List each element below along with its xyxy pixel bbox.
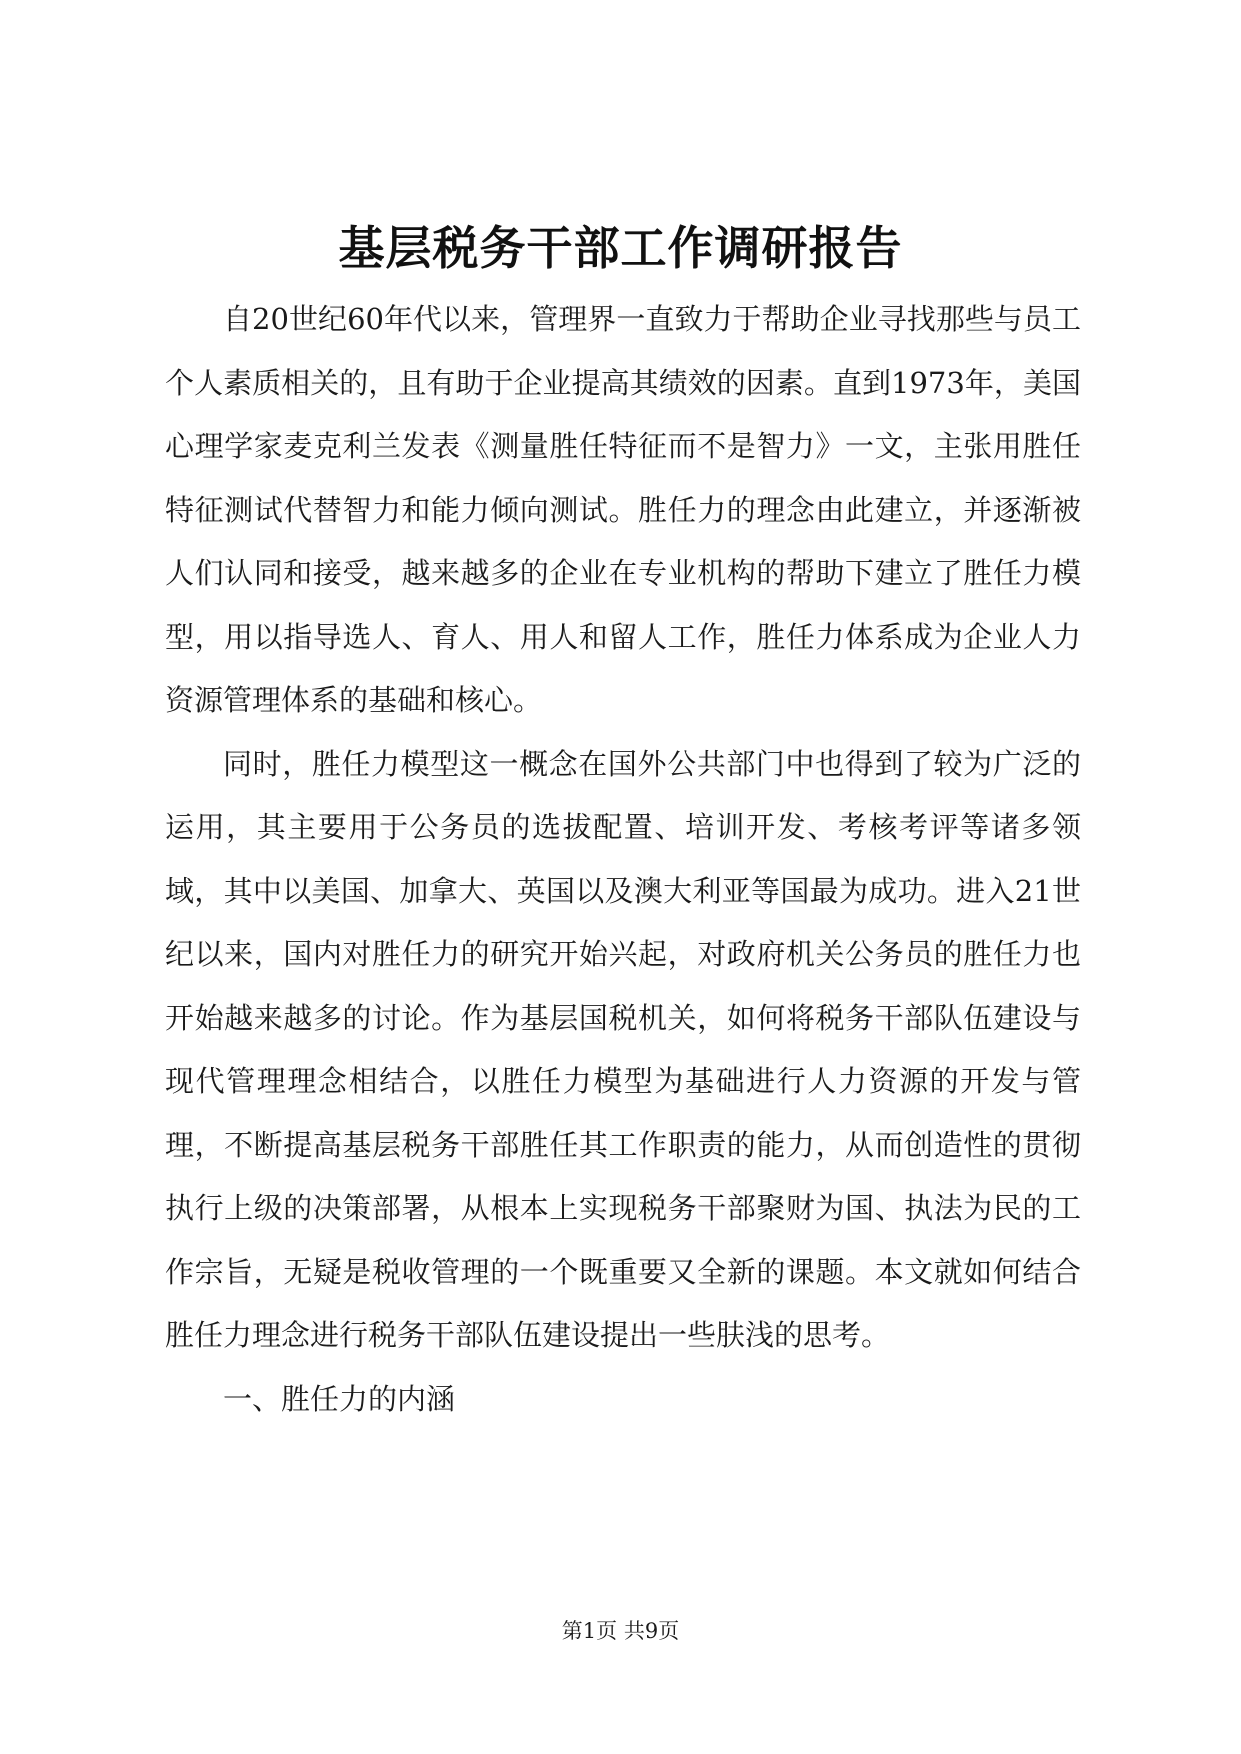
document-title: 基层税务干部工作调研报告: [338, 221, 903, 275]
page-footer: 第1页 共9页: [561, 1619, 680, 1643]
document-body: [165, 288, 1081, 1431]
body-paragraph-1: 自20世纪60年代以来，管理界一直致力于帮助企业寻找那些与员工个人素质相关的，且有助于企业提高其绩效的因素。直到1973年，美国心理学家麦克利兰发表《测量胜任特征而不是智力》一文，主张用胜任特征测试代替智力和能力倾向测试。胜任力的理念由此建立，并逐渐被人们认同和接受，越来越多的企业在专业机构的帮助下建立了胜任力模型，用以指导选人、育人、用人和留人工作，胜任力体系成为企业人力资源管理体系的基础和核心。: [165, 302, 1081, 717]
section-heading: 一、胜任力的内涵: [223, 1381, 456, 1416]
body-paragraph-2: 同时，胜任力模型这一概念在国外公共部门中也得到了较为广泛的运用，其主要用于公务员的选拔配置、培训开发、考核考评等诸多领域，其中以美国、加拿大、英国以及澳大利亚等国最为成功。进入21世纪以来，国内对胜任力的研究开始兴起，对政府机关公务员的胜任力也开始越来越多的讨论。作为基层国税机关，如何将税务干部队伍建设与现代管理理念相结合，以胜任力模型为基础进行人力资源的开发与管理，不断提高基层税务干部胜任其工作职责的能力，从而创造性的贯彻执行上级的决策部署，从根本上实现税务干部聚财为国、执法为民的工作宗旨，无疑是税收管理的一个既重要又全新的课题。本文就如何结合胜任力理念进行税务干部队伍建设提出一些肤浅的思考。: [165, 746, 1081, 1352]
